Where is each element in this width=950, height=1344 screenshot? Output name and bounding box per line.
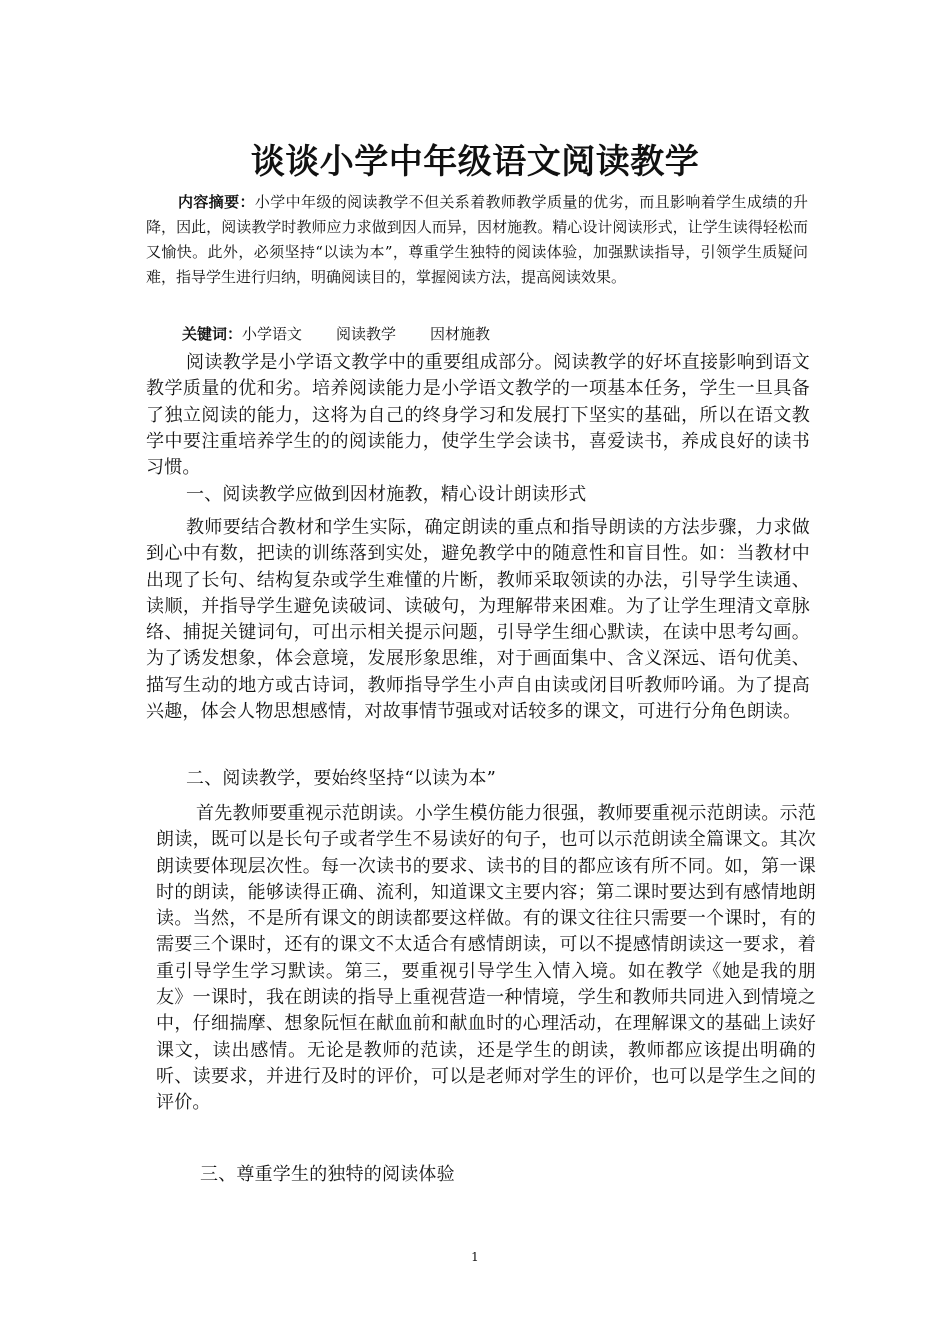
keyword-item: 阅读教学 <box>336 325 397 343</box>
intro-paragraph: 阅读教学是小学语文教学中的重要组成部分。阅读教学的好坏直接影响到语文教学质量的优和劣。培养阅读能力是小学语文教学的一项基本任务，学生一旦具备了独立阅读的能力，这将为自己的终身学习和发展打下坚实的基础，所以在语文教学中要注重培养学生的的阅读能力，使学生学会读书，喜爱读书，养成良好的读书习惯。 <box>146 352 810 479</box>
abstract-text: 小学中年级的阅读教学不但关系着教师教学质量的优劣，而且影响着学生成绩的升降，因此，阅读教学时教师应力求做到因人而异，因材施教。精心设计阅读形式，让学生读得轻松而又愉快。此外，必须坚持“以读为本”，尊重学生独特的阅读体验，加强默读指导，引领学生质疑问难，指导学生进行归纳，明确阅读目的，掌握阅读方法，提高阅读效果。 <box>146 193 808 286</box>
section2-paragraph: 首先教师要重视示范朗读。小学生模仿能力很强，教师要重视示范朗读。示范朗读，既可以是长句子或者学生不易读好的句子，也可以示范朗读全篇课文。其次朗读要体现层次性。每一次读书的要求、读书的目的都应该有所不同。如，第一课时的朗读，能够读得正确、流利，知道课文主要内容；第二课时要达到有感情地朗读。当然，不是所有课文的朗读都要这样做。有的课文往往只需要一个课时，有的需要三个课时，还有的课文不太适合有感情朗读，可以不提感情朗读这一要求，着重引导学生学习默读。第三，要重视引导学生入情入境。如在教学《她是我的朋友》一课时，我在朗读的指导上重视营造一种情境，学生和教师共同进入到情境之中，仔细揣摩、想象阮恒在献血前和献血时的心理活动，在理解课文的基础上读好课文，读出感情。无论是教师的范读，还是学生的朗读，教师都应该提出明确的听、读要求，并进行及时的评价，可以是老师对学生的评价，也可以是学生之间的评价。 <box>156 803 816 1114</box>
page-number: 1 <box>471 1250 479 1264</box>
keyword-item: 小学语文 <box>242 325 303 343</box>
keyword-item: 因材施教 <box>430 325 491 343</box>
abstract-paragraph <box>146 190 808 290</box>
section1-paragraph: 教师要结合教材和学生实际，确定朗读的重点和指导朗读的方法步骤，力求做到心中有数，把读的训练落到实处，避免教学中的随意性和盲目性。如：当教材中出现了长句、结构复杂或学生难懂的片断，教师采取领读的办法，引导学生读通、读顺，并指导学生避免读破词、读破句，为理解带来困难。为了让学生理清文章脉络、捕捉关键词句，可出示相关提示问题，引导学生细心默读，在读中思考勾画。为了诱发想象，体会意境，发展形象思维，对于画面集中、含义深远、语句优美、描写生动的地方或古诗词，教师指导学生小声自由读或闭目听教师吟诵。为了提高兴趣，体会人物思想感情，对故事情节强或对话较多的课文，可进行分角色朗读。 <box>146 517 810 723</box>
document-title: 谈谈小学中年级语文阅读教学 <box>250 142 700 182</box>
abstract-label: 内容摘要： <box>178 193 255 211</box>
section2-heading: 二、阅读教学，要始终坚持“以读为本” <box>186 768 497 789</box>
section3-heading: 三、尊重学生的独特的阅读体验 <box>200 1164 455 1185</box>
section1-heading: 一、阅读教学应做到因材施教，精心设计朗读形式 <box>186 484 587 505</box>
keywords-label: 关键词： <box>182 325 243 343</box>
keywords-line <box>182 322 802 347</box>
